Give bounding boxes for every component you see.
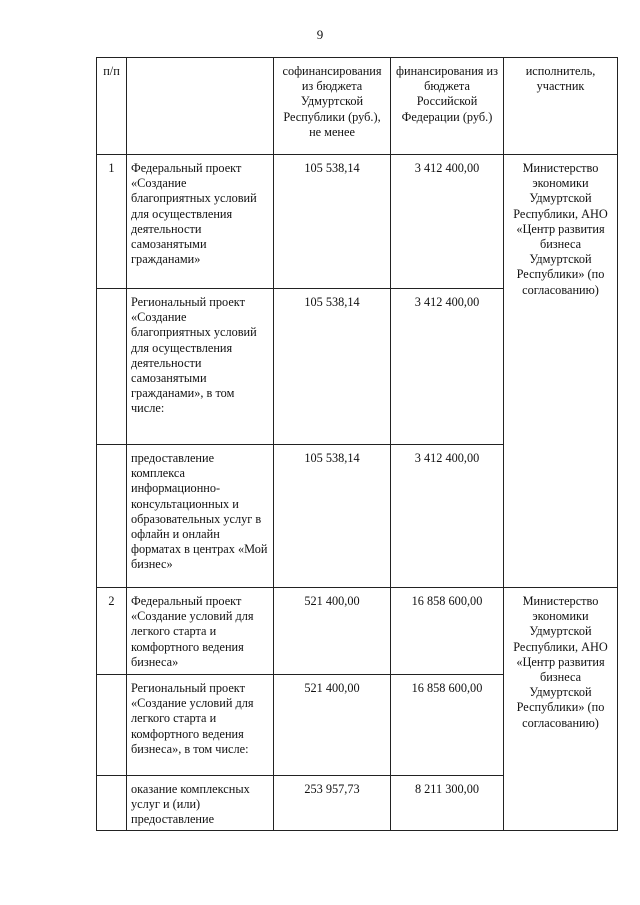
header-federal-budget: финансирования из бюджета Российской Федерации (руб.): [391, 58, 504, 155]
row-federal-amount: 3 412 400,00: [391, 155, 504, 289]
row-number: 1: [97, 155, 127, 289]
row-regional-amount: 253 957,73: [274, 776, 391, 831]
row-number: [97, 776, 127, 831]
row-regional-amount: 105 538,14: [274, 289, 391, 445]
header-executor: исполнитель, участник: [504, 58, 618, 155]
row-federal-amount: 3 412 400,00: [391, 445, 504, 588]
header-name: [127, 58, 274, 155]
row-regional-amount: 105 538,14: [274, 445, 391, 588]
row-name: Региональный проект «Создание условий для легкого старта и комфортного ведения бизнеса», в том числе:: [127, 675, 274, 776]
table-header-row: [97, 58, 618, 155]
row-name: предоставление комплекса информационно-консультационных и образовательных услуг в офлайн и онлайн форматах в центрах «Мой бизнес»: [127, 445, 274, 588]
row-federal-amount: 3 412 400,00: [391, 289, 504, 445]
row-federal-amount: 16 858 600,00: [391, 588, 504, 675]
row-regional-amount: 521 400,00: [274, 588, 391, 675]
page-number: 9: [316, 27, 324, 42]
financing-table: [96, 57, 618, 831]
row-federal-amount: 8 211 300,00: [391, 776, 504, 831]
row-number: 2: [97, 588, 127, 675]
row-regional-amount: 105 538,14: [274, 155, 391, 289]
table-row: [97, 155, 618, 289]
row-executor: Министерство экономики Удмуртской Республики, АНО «Центр развития бизнеса Удмуртской Республики» (по согласованию): [504, 155, 618, 588]
row-name: Федеральный проект «Создание условий для легкого старта и комфортного ведения бизнеса»: [127, 588, 274, 675]
table-row: [97, 588, 618, 675]
row-number: [97, 445, 127, 588]
header-regional-budget: софинансирования из бюджета Удмуртской Республики (руб.), не менее: [274, 58, 391, 155]
header-number: п/п: [97, 58, 127, 155]
row-number: [97, 675, 127, 776]
row-executor: Министерство экономики Удмуртской Республики, АНО «Центр развития бизнеса Удмуртской Республики» (по согласованию): [504, 588, 618, 831]
row-name: Федеральный проект «Создание благоприятных условий для осуществления деятельности самозанятыми гражданами»: [127, 155, 274, 289]
row-regional-amount: 521 400,00: [274, 675, 391, 776]
row-number: [97, 289, 127, 445]
row-federal-amount: 16 858 600,00: [391, 675, 504, 776]
row-name: оказание комплексных услуг и (или) предоставление: [127, 776, 274, 831]
row-name: Региональный проект «Создание благоприятных условий для осуществления деятельности самозанятыми гражданами», в том числе:: [127, 289, 274, 445]
